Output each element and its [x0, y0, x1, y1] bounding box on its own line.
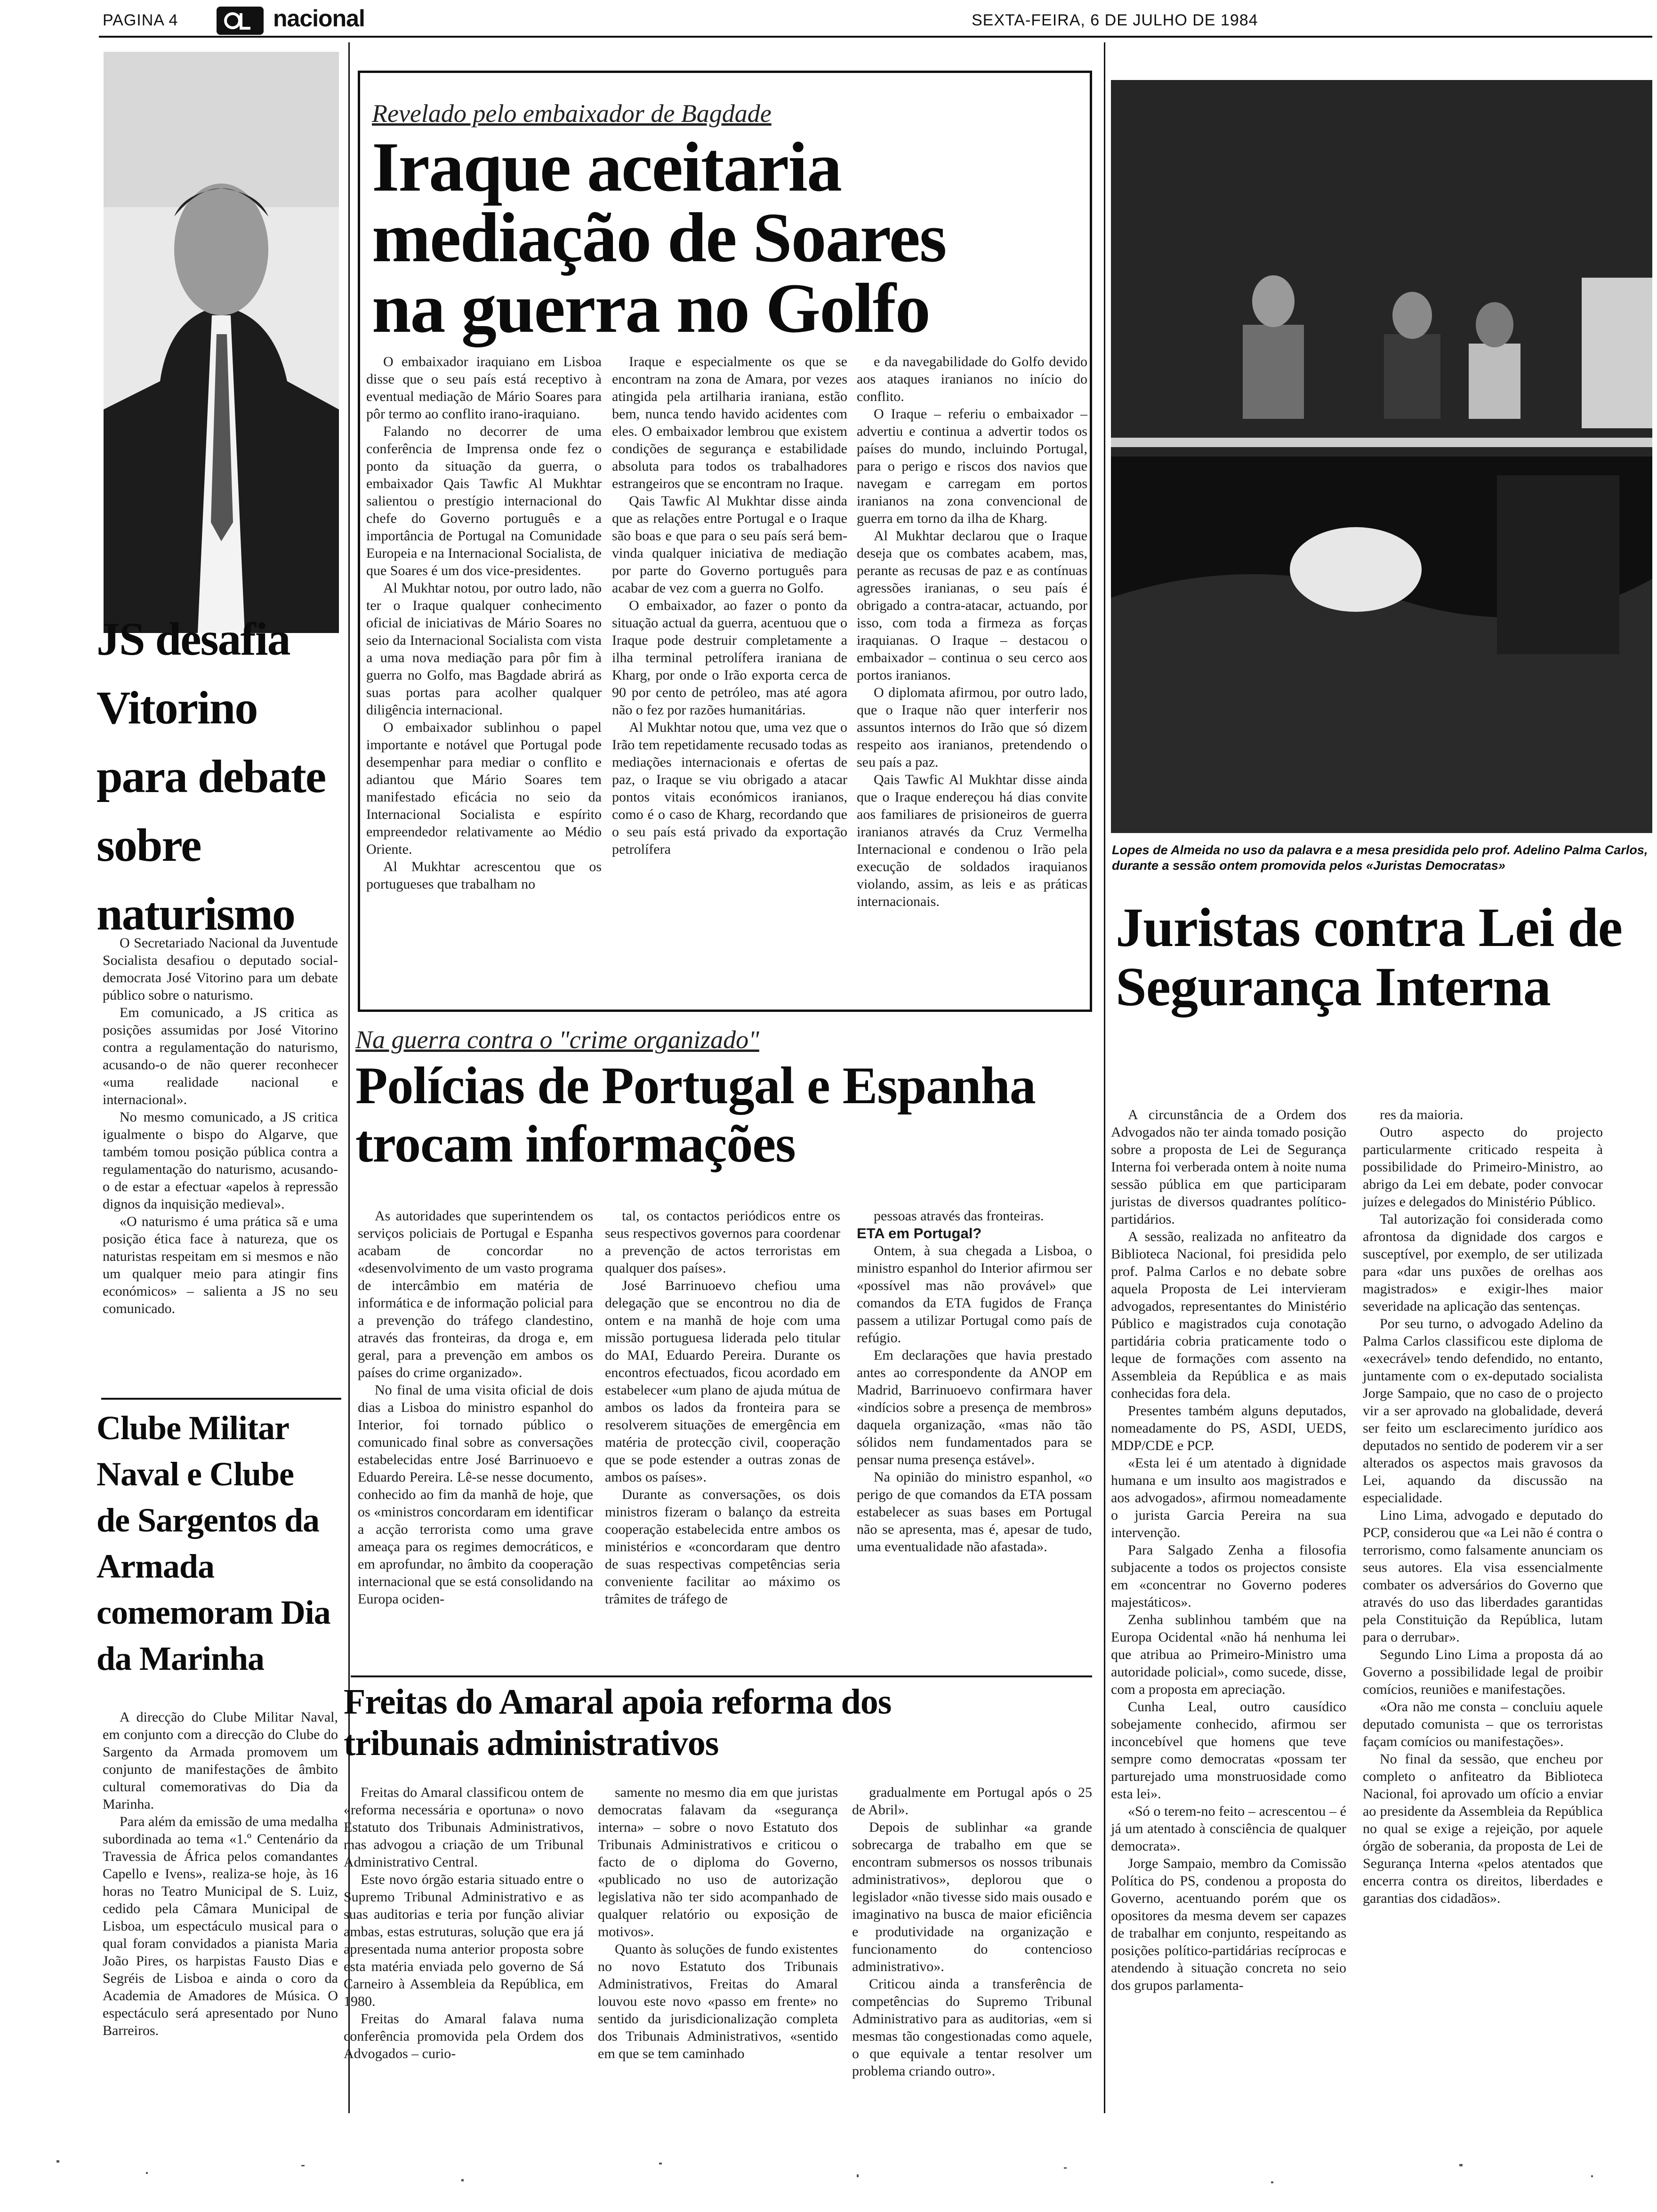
scan-noise: [0, 2146, 1657, 2203]
paragraph: A circunstância de a Ordem dos Advogados não ter ainda tomado posição sobre a proposta de Lei de Segurança Interna foi verberada ontem à noite numa sessão pública em que participaram juristas de diversos quadrantes político-partidários.: [1111, 1107, 1346, 1227]
policias-col-2: [605, 1207, 840, 1608]
section-title: nacional: [273, 5, 365, 32]
paragraph: Iraque e especialmente os que se encontram na zona de Amara, por vezes atingida pela artilharia iraniana, estão bem, nunca tendo havido acidentes com eles. O embaixador lembrou que existem condições de segurança e estabilidade absoluta para todos os trabalhadores estrangeiros que se encontram no Iraque.: [612, 354, 847, 491]
session-photo: [1111, 80, 1652, 833]
policias-headline: Polícias de Portugal e Espanha trocam informações: [355, 1057, 1036, 1173]
paragraph: Para Salgado Zenha a filosofia subjacente a todos os projectos consiste em «concentrar no Governo poderes majestáticos».: [1111, 1542, 1346, 1610]
paragraph: Durante as conversações, os dois ministros fizeram o balanço da estreita cooperação estabelecida entre ambos os ministérios e «concordaram que dentro de suas respectivas competências seria conveniente facilitar ao máximo os trâmites de tráfego de: [605, 1487, 840, 1607]
paragraph: samente no mesmo dia em que juristas democratas falavam da «segurança interna» – sobre o novo Estatuto dos Tribunais Administrativos e criticou o facto de o diploma do Governo, «publicado no uso de autorização legislativa não ter sido acompanhado de qualquer relatório ou exposição de motivos».: [598, 1785, 838, 1940]
paragraph: No final da sessão, que encheu por completo o anfiteatro da Biblioteca Nacional, foi aprovado um ofício a enviar ao presidente da Assembleia da República no qual se exige a rejeição, por aquele órgão de soberania, da proposta de Lei de Segurança Interna «pelos atentados que encerra contra os direitos, liberdades e garantias dos cidadãos».: [1363, 1751, 1603, 1906]
paragraph: Outro aspecto do projecto particularmente criticado respeita à possibilidade do Primeiro-Ministro, ao abrigo da Lei em debate, poder convocar juízes e delegados do Ministério Público.: [1363, 1124, 1603, 1210]
paragraph: As autoridades que superintendem os serviços policiais de Portugal e Espanha acabam de concordar no «desenvolvimento de um vasto programa de intercâmbio em matéria de informática e de informação policial para a prevenção do tráfego clandestino, através das fronteiras, da droga e, em geral, para a prevenção em ambos os países do crime organizado».: [358, 1208, 593, 1380]
dl-logo-icon: [217, 7, 264, 35]
paragraph: Al Mukhtar notou que, uma vez que o Irão tem repetidamente recusado todas as mediações internacionais e ofertas de paz, o Iraque se viu obrigado a atacar pontos vitais económicos iranianos, como é o caso de Kharg, recordando que o seu país está privado da exportação petrolífera: [612, 720, 847, 857]
issue-date: SEXTA-FEIRA, 6 DE JULHO DE 1984: [972, 11, 1258, 29]
page-label: PAGINA 4: [103, 11, 178, 29]
juristas-col-1: [1111, 1106, 1346, 1994]
paragraph: Cunha Leal, outro causídico sobejamente conhecido, afirmou ser inconcebível que homens que teve sempre como democratas «possam ter parturejado uma monstruosidade como esta lei».: [1111, 1699, 1346, 1802]
policias-col-3: [857, 1207, 1092, 1555]
paragraph: Depois de sublinhar «a grande sobrecarga de trabalho em que se encontram submersos os nossos tribunais administrativos», deplorou que o legislador «não tivesse sido mais ousado e imaginativo na busca de maior eficiência e produtividade na organização e funcionamento do contencioso administrativo».: [852, 1819, 1092, 1974]
iraque-col-2: [612, 353, 847, 858]
paragraph: O embaixador sublinhou o papel importante e notável que Portugal pode desempenhar para mediar o conflito e adiantou que Mário Soares tem manifestado eficácia no seio da Internacional Socialista e espírito empreendedor relativamente ao Médio Oriente.: [366, 720, 602, 857]
paragraph: pessoas através das fronteiras.: [874, 1208, 1044, 1224]
juristas-col-2: [1363, 1106, 1603, 1907]
paragraph: res da maioria.: [1380, 1107, 1464, 1122]
freitas-col-2: [598, 1784, 838, 2062]
freitas-headline: Freitas do Amaral apoia reforma dos tribunais administrativos: [344, 1682, 892, 1763]
paragraph: O embaixador iraquiano em Lisboa disse que o seu país está receptivo à eventual mediação de Mário Soares para pôr termo ao conflito irano-iraquiano.: [366, 354, 602, 422]
paragraph: Falando no decorrer de uma conferência de Imprensa onde fez o ponto da situação da guerra, o embaixador Qais Tawfic Al Mukhtar salientou o prestígio internacional do chefe do Governo português e a importância de Portugal na Comunidade Europeia e na Internacional Socialista, de que Soares é um dos vice-presidentes.: [366, 424, 602, 578]
paragraph: A sessão, realizada no anfiteatro da Biblioteca Nacional, foi presidida pelo prof. Palma Carlos e no debate sobre aquela Proposta de Lei intervieram advogados, representantes do Ministério Público e magistrados cuja conotação partidária cobria praticamente todo o leque de formações com assento na Assembleia da República e as mais conhecidas fora dela.: [1111, 1229, 1346, 1401]
paragraph: Qais Tawfic Al Mukhtar disse ainda que as relações entre Portugal e o Iraque são boas e que para o seu país será bem-vinda qualquer iniciativa de mediação por parte do Governo português para acabar de vez com a guerra no Golfo.: [612, 493, 847, 596]
freitas-col-3: [852, 1784, 1092, 2080]
iraque-col-1: [366, 353, 602, 893]
subheading: ETA em Portugal?: [857, 1225, 982, 1242]
header-rule: [99, 36, 1652, 38]
photo-caption: Lopes de Almeida no uso da palavra e a mesa presidida pelo prof. Adelino Palma Carlos, durante a sessão ontem promovida pelos «Juristas Democratas»: [1112, 843, 1648, 873]
js-body: [103, 934, 338, 1317]
divider: [351, 1675, 1092, 1677]
paragraph: Zenha sublinhou também que na Europa Ocidental «não há nenhuma lei que atribua ao Primeiro-Ministro uma autoridade policial», como sucede, disse, com a proposta em apreciação.: [1111, 1612, 1346, 1697]
column-rule: [1104, 42, 1105, 2113]
paragraph: e da navegabilidade do Golfo devido aos ataques iranianos no início do conflito.: [857, 354, 1087, 404]
paragraph: José Barrinuoevo chefiou uma delegação que se encontrou no dia de ontem e na manhã de hoje com uma missão portuguesa liderada pelo titular do MAI, Eduardo Pereira. Durante os encontros efectuados, ficou acordado em estabelecer «um plano de ajuda mútua de ambos os lados da fronteira para se resolverem situações de emergência em matéria de protecção civil, cooperação que se pode estender a outras zonas de ambos os países».: [605, 1278, 840, 1485]
paragraph: gradualmente em Portugal após o 25 de Abril».: [852, 1785, 1092, 1818]
paragraph: Freitas do Amaral falava numa conferência promovida pela Ordem dos Advogados – curio-: [344, 2011, 584, 2061]
paragraph: Freitas do Amaral classificou ontem de «reforma necessária e oportuna» o novo Estatuto dos Tribunais Administrativos, mas advogou a criação de um Tribunal Administrativo Central.: [344, 1785, 584, 1870]
paragraph: Criticou ainda a transferência de competências do Supremo Tribunal Administrativo para as auditorias, «em si mesmas tão congestionadas como aquele, o que equivale a tentar resolver um problema criando outro».: [852, 1976, 1092, 2079]
paragraph: Jorge Sampaio, membro da Comissão Política do PS, condenou a proposta do Governo, acentuando porém que os opositores da mesma devem ser capazes de trabalhar em conjunto, respeitando as posições político-partidárias recíprocas e atendendo à situação concreta no seio dos grupos parlamenta-: [1111, 1856, 1346, 1993]
paragraph: Em declarações que havia prestado antes ao correspondente da ANOP em Madrid, Barrinuoevo confirmara haver «indícios sobre a presença de membros» daquela organização, «mas não tão sólidos nem fundamentados para se pensar numa presença estável».: [857, 1347, 1092, 1467]
paragraph: O embaixador, ao fazer o ponto da situação actual da guerra, acentuou que o Iraque pode destruir completamente a ilha terminal petrolífera iraniana de Kharg, por onde o Irão exporta cerca de 90 por cento de petróleo, mas até agora não o fez por razões humanitárias.: [612, 598, 847, 718]
paragraph: Quanto às soluções de fundo existentes no novo Estatuto dos Tribunais Administrativos, Freitas do Amaral louvou este novo «passo em frente» no sentido da jurisdicionalização completa dos Tribunais Administrativos, «sentido em que se tem caminhado: [598, 1941, 838, 2061]
paragraph: «Ora não me consta – concluiu aquele deputado comunista – que os terroristas façam comícios ou manifestações».: [1363, 1699, 1603, 1749]
divider: [101, 1398, 341, 1400]
paragraph: Qais Tawfic Al Mukhtar disse ainda que o Iraque endereçou há dias convite aos familiares de prisioneiros de guerra iranianos através da Cruz Vermelha Internacional e condenou o Irão pela execução de soldados iraquianos violando, assim, as leis e as práticas internacionais.: [857, 772, 1087, 909]
portrait-photo: [104, 52, 339, 633]
paragraph: No mesmo comunicado, a JS critica igualmente o bispo do Algarve, que também tomou posição pública contra a regulamentação do naturismo, acusando-o de estar a efectuar «apelos à repressão dignos da inquisição medieval».: [103, 1109, 338, 1212]
paragraph: Em comunicado, a JS critica as posições assumidas por José Vitorino contra a regulamentação do naturismo, acusando-o de não querer reconhecer «uma realidade nacional e internacional».: [103, 1005, 338, 1107]
paragraph: Al Mukhtar declarou que o Iraque deseja que os combates acabem, mas, perante as recusas de paz e as contínuas agressões iranianas, o seu país é obrigado a contra-atacar, actuando, por isso, com toda a firmeza as forças iraquianas. O Iraque – destacou o embaixador – continua o seu cerco aos portos iranianos.: [857, 528, 1087, 683]
paragraph: Segundo Lino Lima a proposta dá ao Governo a possibilidade legal de proibir comícios, reuniões e manifestações.: [1363, 1647, 1603, 1697]
clube-headline: Clube Militar Naval e Clube de Sargentos da Armada comemoram Dia da Marinha: [97, 1409, 330, 1677]
paragraph: Al Mukhtar notou, por outro lado, não ter o Iraque qualquer conhecimento oficial de iniciativas de Mário Soares no seio da Internacional Socialista com vista a uma nova mediação para pôr fim à guerra no Golfo, mas Bagdade abrirá as suas portas para acolher qualquer diligência internacional.: [366, 580, 602, 718]
paragraph: Presentes também alguns deputados, nomeadamente do PS, ASDI, UEDS, MDP/CDE e PCP.: [1111, 1403, 1346, 1453]
paragraph: A direcção do Clube Militar Naval, em conjunto com a direcção do Clube do Sargento da Armada promovem um conjunto de manifestações de âmbito cultural comemorativas do Dia da Marinha.: [103, 1709, 338, 1812]
paragraph: Na opinião do ministro espanhol, «o perigo de que comandos da ETA possam estabelecer as suas bases em Portugal não se apresenta, mas é, apesar de tudo, uma eventualidade não afastada».: [857, 1469, 1092, 1555]
paragraph: Lino Lima, advogado e deputado do PCP, considerou que «a Lei não é contra o terrorismo, como falsamente anunciam os seus autores. Ela visa essencialmente combater os adversários do Governo que através do uso das liberdades garantidas pela Constituição da República, lutam para o derrubar».: [1363, 1507, 1603, 1645]
js-headline: JS desafia Vitorino para debate sobre naturismo: [97, 613, 326, 940]
clube-body: [103, 1708, 338, 2039]
paragraph: Tal autorização foi considerada como afrontosa da dignidade dos cargos e susceptível, por exemplo, de ser utilizada para «dar uns puxões de orelhas aos magistrados» e exigir-lhes maior severidade na aplicação das sentenças.: [1363, 1211, 1603, 1314]
paragraph: Para além da emissão de uma medalha subordinada ao tema «1.º Centenário da Travessia de África pelos comandantes Capello e Ivens», realiza-se hoje, às 16 horas no Teatro Municipal de S. Luiz, cedido pela Câmara Municipal de Lisboa, um espectáculo musical para o qual foram convidados a pianista Maria João Pires, os harpistas Fausto Dias e Segréis de Lisboa e ainda o coro da Academia de Amadores de Música. O espectáculo será apresentado por Nuno Barreiros.: [103, 1814, 338, 2038]
paragraph: Por seu turno, o advogado Adelino da Palma Carlos classificou este diploma de «execrável» tendo defendido, no entanto, juntamente com o ex-deputado socialista Jorge Sampaio, que no caso de o projecto vir a ser aprovado na globalidade, deverá ser feito um esclarecimento jurídico aos deputados no sentido de poderem vir a ser alterados os aspectos mais gravosos da Lei, aquando da discussão na especialidade.: [1363, 1316, 1603, 1506]
paragraph: Este novo órgão estaria situado entre o Supremo Tribunal Administrativo e as suas auditorias e teria por função aliviar ambas, estas estruturas, solução que era já apresentada numa anterior proposta sobre esta matéria enviada pelo governo de Sá Carneiro à Assembleia da República, em 1980.: [344, 1872, 584, 2009]
juristas-headline: Juristas contra Lei de Segurança Interna: [1116, 897, 1622, 1018]
paragraph: «O naturismo é uma prática sã e uma posição ética face à natureza, que os naturistas respeitam em si mesmos e não um qualquer meio para atingir fins económicos» – salienta a JS no seu comunicado.: [103, 1214, 338, 1316]
freitas-col-1: [344, 1784, 584, 2062]
policias-col-1: [358, 1207, 593, 1608]
paragraph: No final de uma visita oficial de dois dias a Lisboa do ministro espanhol do Interior, foi tornado público o comunicado final sobre as conversações estabelecidas entre José Barrinuoevo e Eduardo Pereira. Lê-se nesse documento, conhecido ao fim da manhã de hoje, que os «ministros concordaram em identificar a acção terrorista como uma grave ameaça para os regimes democráticos, e em aprofundar, no âmbito da cooperação internacional que se está consolidando na Europa ociden-: [358, 1382, 593, 1607]
iraque-kicker: Revelado pelo embaixador de Bagdade: [372, 99, 772, 128]
iraque-headline: Iraque aceitaria mediação de Soares na guerra no Golfo: [372, 128, 946, 347]
iraque-col-3: [857, 353, 1087, 910]
paragraph: «Só o terem-no feito – acrescentou – é já um atentado à consciência de qualquer democrata».: [1111, 1803, 1346, 1854]
paragraph: tal, os contactos periódicos entre os seus respectivos governos para coordenar a prevenção de actos terroristas em qualquer dos países».: [605, 1208, 840, 1276]
paragraph: O Secretariado Nacional da Juventude Socialista desafiou o deputado social-democrata José Vitorino para um debate público sobre o naturismo.: [103, 935, 338, 1003]
paragraph: O diplomata afirmou, por outro lado, que o Iraque não quer interferir nos assuntos internos do Irão que só dizem respeito aos iranianos, pretendendo o seu país a paz.: [857, 685, 1087, 770]
paragraph: Al Mukhtar acrescentou que os portugueses que trabalham no: [366, 859, 602, 892]
paragraph: «Esta lei é um atentado à dignidade humana e um insulto aos magistrados e aos advogados», afirmou nomeadamente o jurista Garcia Pereira na sua intervenção.: [1111, 1455, 1346, 1540]
paragraph: O Iraque – referiu o embaixador – advertiu e continua a advertir todos os países do mundo, incluindo Portugal, para o perigo e riscos dos navios que navegam e carregam em portos iranianos na zona convencional de guerra em torno da ilha de Kharg.: [857, 406, 1087, 526]
paragraph: Ontem, à sua chegada a Lisboa, o ministro espanhol do Interior afirmou ser «possível mas não provável» que comandos da ETA fugidos de França passem a utilizar Portugal como país de refúgio.: [857, 1243, 1092, 1346]
policias-kicker: Na guerra contra o "crime organizado": [355, 1026, 759, 1054]
